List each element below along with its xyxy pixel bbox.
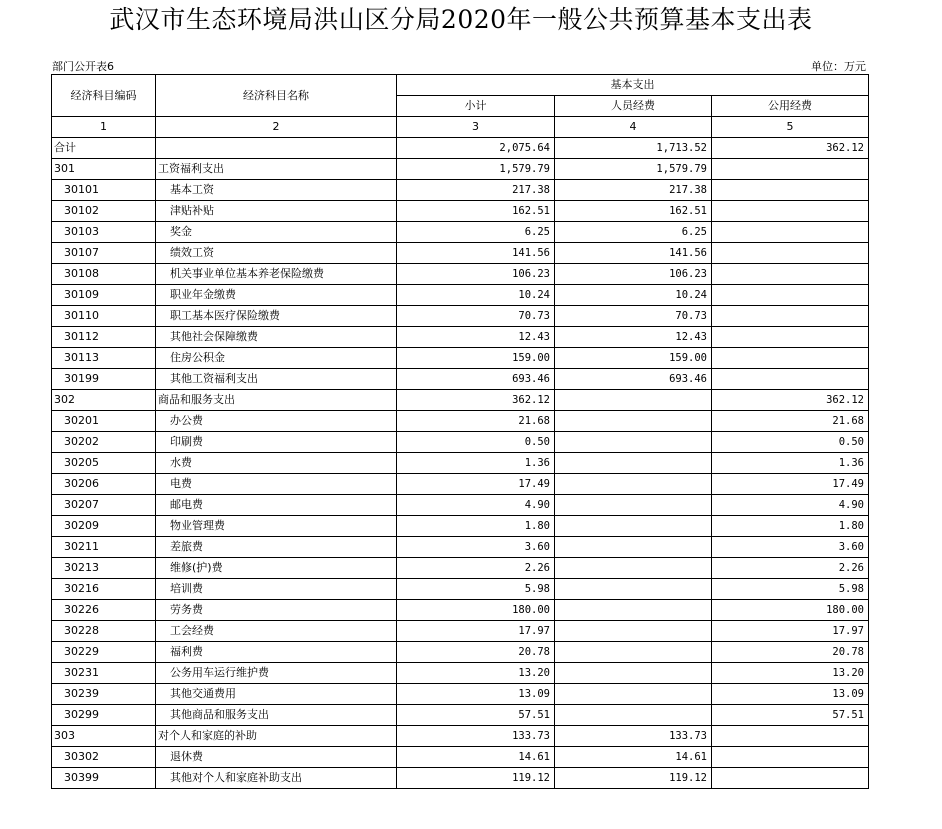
account-name-cell: 维修(护)费 [156,558,397,579]
header-public: 公用经费 [712,96,869,117]
account-code-cell: 301 [52,159,156,180]
table-row [52,621,869,642]
personnel-cell [555,390,712,411]
account-name-cell: 其他工资福利支出 [156,369,397,390]
public-cell: 13.20 [712,663,869,684]
personnel-cell [555,642,712,663]
account-name-cell: 其他商品和服务支出 [156,705,397,726]
personnel-cell: 12.43 [555,327,712,348]
public-cell [712,180,869,201]
account-code-cell: 30102 [52,201,156,222]
personnel-cell [555,705,712,726]
subtotal-cell: 13.20 [397,663,555,684]
subtotal-cell: 217.38 [397,180,555,201]
account-name-cell: 差旅费 [156,537,397,558]
account-code-cell: 30107 [52,243,156,264]
table-row [52,600,869,621]
account-name-cell: 基本工资 [156,180,397,201]
public-cell: 180.00 [712,600,869,621]
public-cell [712,285,869,306]
table-row [52,411,869,432]
index-row [52,117,869,138]
public-cell: 3.60 [712,537,869,558]
personnel-cell: 70.73 [555,306,712,327]
table-row [52,201,869,222]
personnel-cell [555,600,712,621]
account-code-cell: 30211 [52,537,156,558]
public-cell: 1.80 [712,516,869,537]
table-row [52,474,869,495]
subtotal-cell: 1.80 [397,516,555,537]
subtotal-cell: 1.36 [397,453,555,474]
account-code-cell: 30299 [52,705,156,726]
table-row [52,453,869,474]
public-cell [712,243,869,264]
subtotal-cell: 693.46 [397,369,555,390]
header-subtotal: 小计 [397,96,555,117]
subtotal-cell: 0.50 [397,432,555,453]
personnel-cell: 693.46 [555,369,712,390]
table-row [52,138,869,159]
personnel-cell [555,516,712,537]
public-cell: 362.12 [712,138,869,159]
public-cell [712,327,869,348]
public-cell: 57.51 [712,705,869,726]
subtotal-cell: 2.26 [397,558,555,579]
personnel-cell: 1,579.79 [555,159,712,180]
table-row [52,159,869,180]
table-row [52,390,869,411]
public-cell [712,222,869,243]
account-name-cell: 绩效工资 [156,243,397,264]
page-title: 武汉市生态环境局洪山区分局2020年一般公共预算基本支出表 [109,5,813,34]
account-name-cell: 其他对个人和家庭补助支出 [156,768,397,789]
account-code-cell: 30110 [52,306,156,327]
account-code-cell: 30239 [52,684,156,705]
index-cell: 3 [397,117,555,138]
account-name-cell: 其他交通费用 [156,684,397,705]
personnel-cell: 1,713.52 [555,138,712,159]
personnel-cell: 6.25 [555,222,712,243]
subtotal-cell: 10.24 [397,285,555,306]
public-cell [712,306,869,327]
personnel-cell [555,579,712,600]
budget-table [51,74,869,789]
table-row [52,306,869,327]
account-code-cell: 合计 [52,138,156,159]
personnel-cell [555,558,712,579]
account-code-cell: 30226 [52,600,156,621]
subtotal-cell: 57.51 [397,705,555,726]
table-row [52,642,869,663]
personnel-cell: 119.12 [555,768,712,789]
account-code-cell: 30209 [52,516,156,537]
table-row [52,663,869,684]
personnel-cell: 133.73 [555,726,712,747]
index-cell: 2 [156,117,397,138]
account-name-cell [156,138,397,159]
table-row [52,768,869,789]
public-cell: 21.68 [712,411,869,432]
personnel-cell: 10.24 [555,285,712,306]
table-row [52,327,869,348]
table-row [52,579,869,600]
table-row [52,222,869,243]
table-body [52,138,869,789]
public-cell: 4.90 [712,495,869,516]
public-cell [712,264,869,285]
account-code-cell: 30108 [52,264,156,285]
subtotal-cell: 17.49 [397,474,555,495]
personnel-cell: 141.56 [555,243,712,264]
table-row [52,726,869,747]
account-name-cell: 对个人和家庭的补助 [156,726,397,747]
account-code-cell: 302 [52,390,156,411]
table-row [52,684,869,705]
account-name-cell: 办公费 [156,411,397,432]
table-row [52,747,869,768]
personnel-cell: 217.38 [555,180,712,201]
account-code-cell: 30201 [52,411,156,432]
public-cell [712,747,869,768]
subtotal-cell: 13.09 [397,684,555,705]
account-name-cell: 机关事业单位基本养老保险缴费 [156,264,397,285]
account-code-cell: 30302 [52,747,156,768]
table-row [52,516,869,537]
subtotal-cell: 21.68 [397,411,555,432]
personnel-cell [555,474,712,495]
personnel-cell [555,684,712,705]
public-cell: 5.98 [712,579,869,600]
personnel-cell: 106.23 [555,264,712,285]
account-name-cell: 公务用车运行维护费 [156,663,397,684]
table-row [52,558,869,579]
account-name-cell: 印刷费 [156,432,397,453]
personnel-cell [555,663,712,684]
account-code-cell: 30205 [52,453,156,474]
account-name-cell: 退休费 [156,747,397,768]
public-cell: 0.50 [712,432,869,453]
public-cell [712,369,869,390]
account-code-cell: 30101 [52,180,156,201]
table-row [52,285,869,306]
account-name-cell: 其他社会保障缴费 [156,327,397,348]
subtotal-cell: 17.97 [397,621,555,642]
subtotal-cell: 2,075.64 [397,138,555,159]
public-cell: 2.26 [712,558,869,579]
subtotal-cell: 106.23 [397,264,555,285]
account-code-cell: 303 [52,726,156,747]
subtotal-cell: 5.98 [397,579,555,600]
account-name-cell: 水费 [156,453,397,474]
account-name-cell: 住房公积金 [156,348,397,369]
subtotal-cell: 133.73 [397,726,555,747]
subtotal-cell: 159.00 [397,348,555,369]
subtotal-cell: 119.12 [397,768,555,789]
header-code: 经济科目编码 [52,75,156,117]
personnel-cell [555,411,712,432]
header-row [52,75,869,96]
account-name-cell: 劳务费 [156,600,397,621]
table-row [52,432,869,453]
account-name-cell: 职工基本医疗保险缴费 [156,306,397,327]
public-cell: 1.36 [712,453,869,474]
account-code-cell: 30229 [52,642,156,663]
account-name-cell: 福利费 [156,642,397,663]
account-name-cell: 物业管理费 [156,516,397,537]
account-code-cell: 30231 [52,663,156,684]
public-cell: 20.78 [712,642,869,663]
table-row [52,495,869,516]
subtotal-cell: 20.78 [397,642,555,663]
subtotal-cell: 362.12 [397,390,555,411]
table-row [52,537,869,558]
account-code-cell: 30109 [52,285,156,306]
account-code-cell: 30228 [52,621,156,642]
header-personnel: 人员经费 [555,96,712,117]
personnel-cell [555,537,712,558]
personnel-cell [555,495,712,516]
table-row [52,705,869,726]
account-code-cell: 30399 [52,768,156,789]
account-name-cell: 津贴补贴 [156,201,397,222]
table-row [52,243,869,264]
subtotal-cell: 14.61 [397,747,555,768]
subtotal-cell: 12.43 [397,327,555,348]
account-code-cell: 30216 [52,579,156,600]
public-cell: 17.49 [712,474,869,495]
public-cell [712,201,869,222]
personnel-cell [555,453,712,474]
account-code-cell: 30202 [52,432,156,453]
account-code-cell: 30112 [52,327,156,348]
form-id: 部门公开表6 [52,60,114,73]
personnel-cell: 162.51 [555,201,712,222]
account-name-cell: 商品和服务支出 [156,390,397,411]
subtotal-cell: 180.00 [397,600,555,621]
account-name-cell: 奖金 [156,222,397,243]
account-code-cell: 30199 [52,369,156,390]
account-name-cell: 电费 [156,474,397,495]
account-name-cell: 工会经费 [156,621,397,642]
personnel-cell [555,432,712,453]
account-name-cell: 工资福利支出 [156,159,397,180]
personnel-cell: 159.00 [555,348,712,369]
personnel-cell [555,621,712,642]
subtotal-cell: 3.60 [397,537,555,558]
public-cell [712,159,869,180]
table-row [52,369,869,390]
personnel-cell: 14.61 [555,747,712,768]
table-row [52,264,869,285]
index-cell: 4 [555,117,712,138]
account-name-cell: 职业年金缴费 [156,285,397,306]
public-cell [712,768,869,789]
account-code-cell: 30103 [52,222,156,243]
subtotal-cell: 4.90 [397,495,555,516]
public-cell: 362.12 [712,390,869,411]
header-name: 经济科目名称 [156,75,397,117]
account-name-cell: 培训费 [156,579,397,600]
account-code-cell: 30113 [52,348,156,369]
subtotal-cell: 162.51 [397,201,555,222]
unit-label: 单位：万元 [811,60,866,73]
account-code-cell: 30207 [52,495,156,516]
subtotal-cell: 141.56 [397,243,555,264]
public-cell [712,348,869,369]
account-code-cell: 30206 [52,474,156,495]
public-cell: 13.09 [712,684,869,705]
subtotal-cell: 1,579.79 [397,159,555,180]
subtotal-cell: 6.25 [397,222,555,243]
table-row [52,348,869,369]
account-name-cell: 邮电费 [156,495,397,516]
table-row [52,180,869,201]
index-cell: 5 [712,117,869,138]
public-cell: 17.97 [712,621,869,642]
public-cell [712,726,869,747]
subtotal-cell: 70.73 [397,306,555,327]
header-basic-expenditure: 基本支出 [397,75,869,96]
account-code-cell: 30213 [52,558,156,579]
index-cell: 1 [52,117,156,138]
